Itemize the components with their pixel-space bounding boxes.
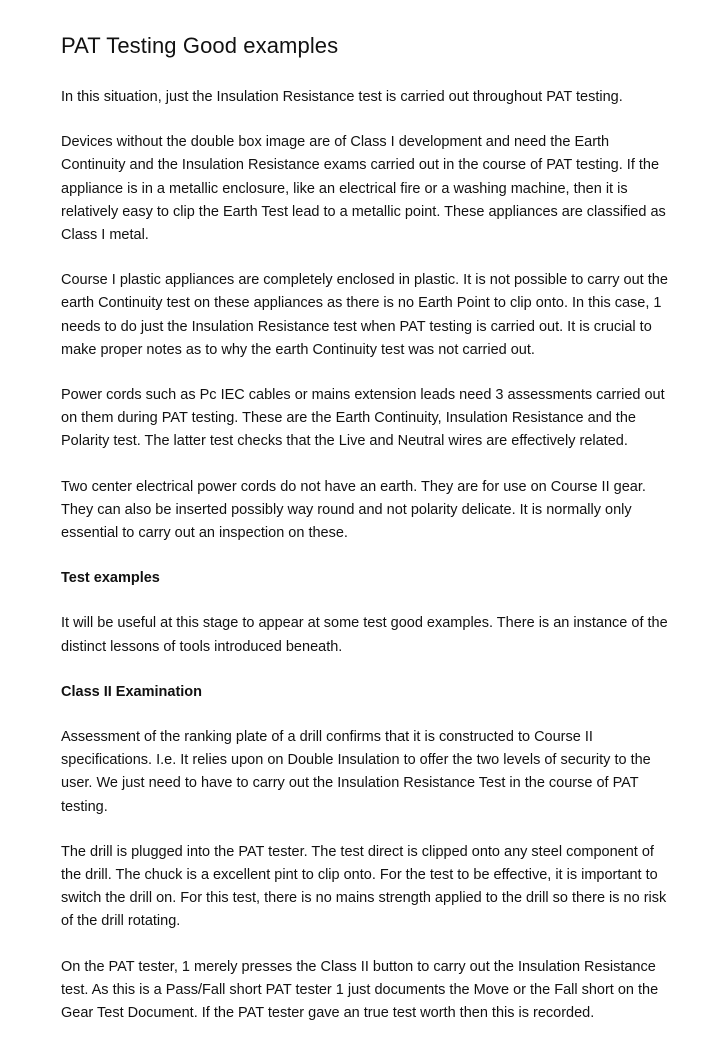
paragraph: In this situation, just the Insulation Resistance test is carried out throughout PAT testing.	[61, 89, 623, 105]
document-body	[61, 86, 673, 1025]
paragraph: The drill is plugged into the PAT tester. The test direct is clipped onto any steel component of the drill. The chuck is a excellent pint to clip onto. For the test to be effective, it is important to switch the drill on. For this test, there is no mains strength applied to the drill so there is no risk of the drill rotating.	[61, 843, 667, 930]
paragraph: It will be useful at this stage to appear at some test good examples. There is an instance of the distinct lessons of tools introduced beneath.	[61, 615, 668, 655]
section-heading: Class II Examination	[61, 683, 203, 700]
paragraph: Devices without the double box image are of Class I development and need the Earth Continuity and the Insulation Resistance exams carried out in the course of PAT testing. If the appliance is in a metallic enclosure, like an electrical fire or a washing machine, then it is relatively easy to clip the Earth Test lead to a metallic point. These appliances are classified as Class I metal.	[61, 134, 666, 244]
section-heading: Test examples	[61, 570, 160, 587]
paragraph: Two center electrical power cords do not have an earth. They are for use on Course II gear. They can also be inserted possibly way round and not polarity delicate. It is normally only essential to carry out an inspection on these.	[61, 478, 646, 542]
document-page	[61, 28, 673, 1047]
document-title: PAT Testing Good examples	[61, 33, 339, 58]
paragraph: Course I plastic appliances are completely enclosed in plastic. It is not possible to carry out the earth Continuity test on these appliances as there is no Earth Point to clip onto. In this case, 1 needs to do just the Insulation Resistance test when PAT testing is carried out. It is crucial to make proper notes as to why the earth Continuity test was not carried out.	[61, 272, 668, 358]
paragraph: Power cords such as Pc IEC cables or mains extension leads need 3 assessments carried out on them during PAT testing. These are the Earth Continuity, Insulation Resistance and the Polarity test. The latter test checks that the Live and Neutral wires are effectively related.	[61, 387, 665, 450]
paragraph: On the PAT tester, 1 merely presses the Class II button to carry out the Insulation Resistance test. As this is a Pass/Fall short PAT tester 1 just documents the Move or the Fall short on the Gear Test Document. If the PAT tester gave an true test worth then this is recorded.	[61, 958, 659, 1022]
paragraph: Assessment of the ranking plate of a drill confirms that it is constructed to Course II specifications. I.e. It relies upon on Double Insulation to offer the two levels of security to the user. We just need to have to carry out the Insulation Resistance Test in the course of PAT testing.	[61, 729, 651, 815]
